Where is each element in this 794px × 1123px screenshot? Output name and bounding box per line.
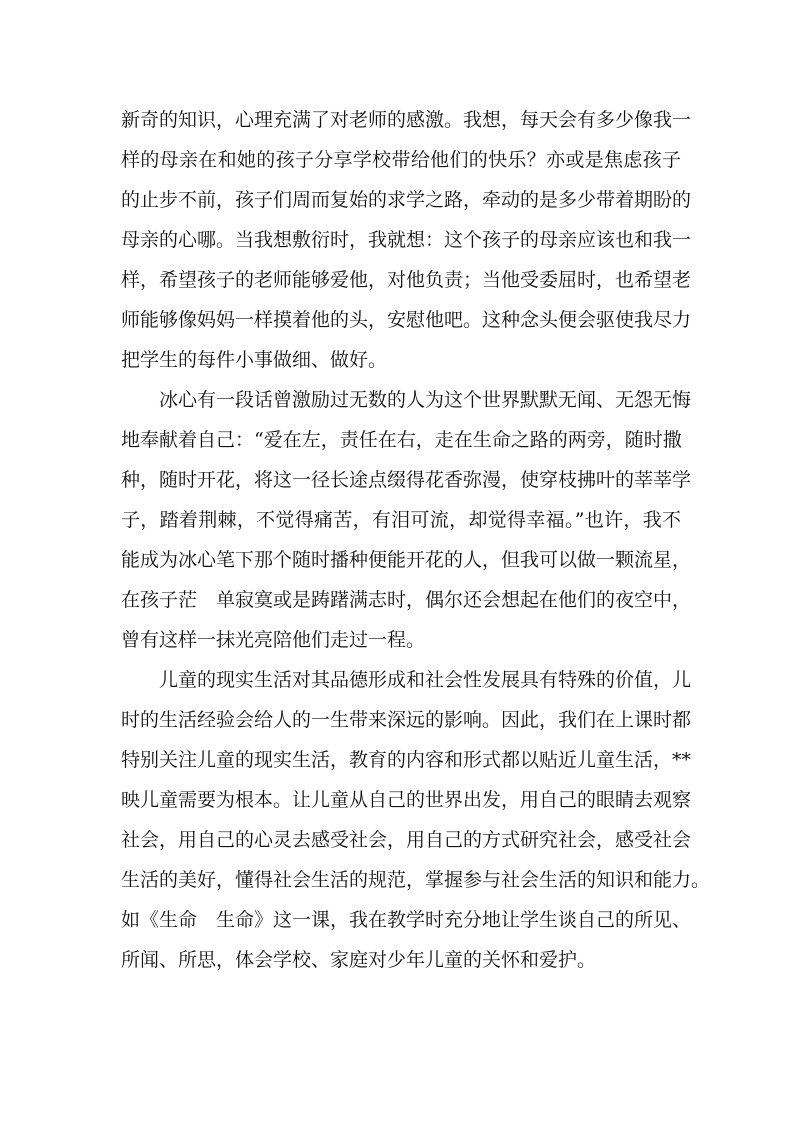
paragraph-2 <box>121 380 692 660</box>
text-line: 映儿童需要为根本。让儿童从自己的世界出发，用自己的眼睛去观察 <box>121 789 692 811</box>
text-line: 生活的美好，懂得社会生活的规范，掌握参与社会生活的知识和能力。 <box>121 869 711 891</box>
text-line: 如《生命 生命》这一课，我在教学时充分地让学生谈自己的所见、 <box>121 909 692 931</box>
text-line: 师能够像妈妈一样摸着他的头，安慰他吧。这种念头便会驱使我尽力 <box>121 309 692 331</box>
body-text <box>121 100 711 980</box>
text-line: 样，希望孩子的老师能够爱他，对他负责；当他受委屈时，也希望老 <box>121 269 692 291</box>
text-line: 新奇的知识，心理充满了对老师的感激。我想，每天会有多少像我一 <box>121 109 692 131</box>
text-line: 特别关注儿童的现实生活，教育的内容和形式都以贴近儿童生活，** <box>121 749 692 771</box>
text-line: 母亲的心哪。当我想敷衍时，我就想：这个孩子的母亲应该也和我一 <box>121 229 692 251</box>
text-line: 把学生的每件小事做细、做好。 <box>121 349 388 371</box>
text-line: 在孩子茫 单寂寞或是踌躇满志时，偶尔还会想起在他们的夜空中， <box>121 589 692 611</box>
text-line: 曾有这样一抹光亮陪他们走过一程。 <box>121 629 426 651</box>
text-line: 种，随时开花，将这一径长途点缀得花香弥漫，使穿枝拂叶的莘莘学 <box>121 469 692 491</box>
text-line: 的止步不前，孩子们周而复始的求学之路，牵动的是多少带着期盼的 <box>121 189 692 211</box>
text-line: 社会，用自己的心灵去感受社会，用自己的方式研究社会，感受社会 <box>121 829 692 851</box>
paragraph-3 <box>121 660 711 980</box>
text-line: 地奉献着自己：“爱在左，责任在右，走在生命之路的两旁，随时撒 <box>121 429 682 451</box>
text-line: 所闻、所思，体会学校、家庭对少年儿童的关怀和爱护。 <box>121 949 597 971</box>
text-line: 儿童的现实生活对其品德形成和社会性发展具有特殊的价值，儿 <box>159 669 692 691</box>
text-line: 子，踏着荆棘，不觉得痛苦，有泪可流，却觉得幸福。”也许，我不 <box>121 509 681 531</box>
text-line: 时的生活经验会给人的一生带来深远的影响。因此，我们在上课时都 <box>121 709 692 731</box>
text-line: 能成为冰心笔下那个随时播种便能开花的人，但我可以做一颗流星， <box>121 549 692 571</box>
text-line: 冰心有一段话曾激励过无数的人为这个世界默默无闻、无怨无悔 <box>159 389 692 411</box>
text-line: 样的母亲在和她的孩子分享学校带给他们的快乐？亦或是焦虑孩子 <box>121 149 681 171</box>
paragraph-1 <box>121 100 692 380</box>
